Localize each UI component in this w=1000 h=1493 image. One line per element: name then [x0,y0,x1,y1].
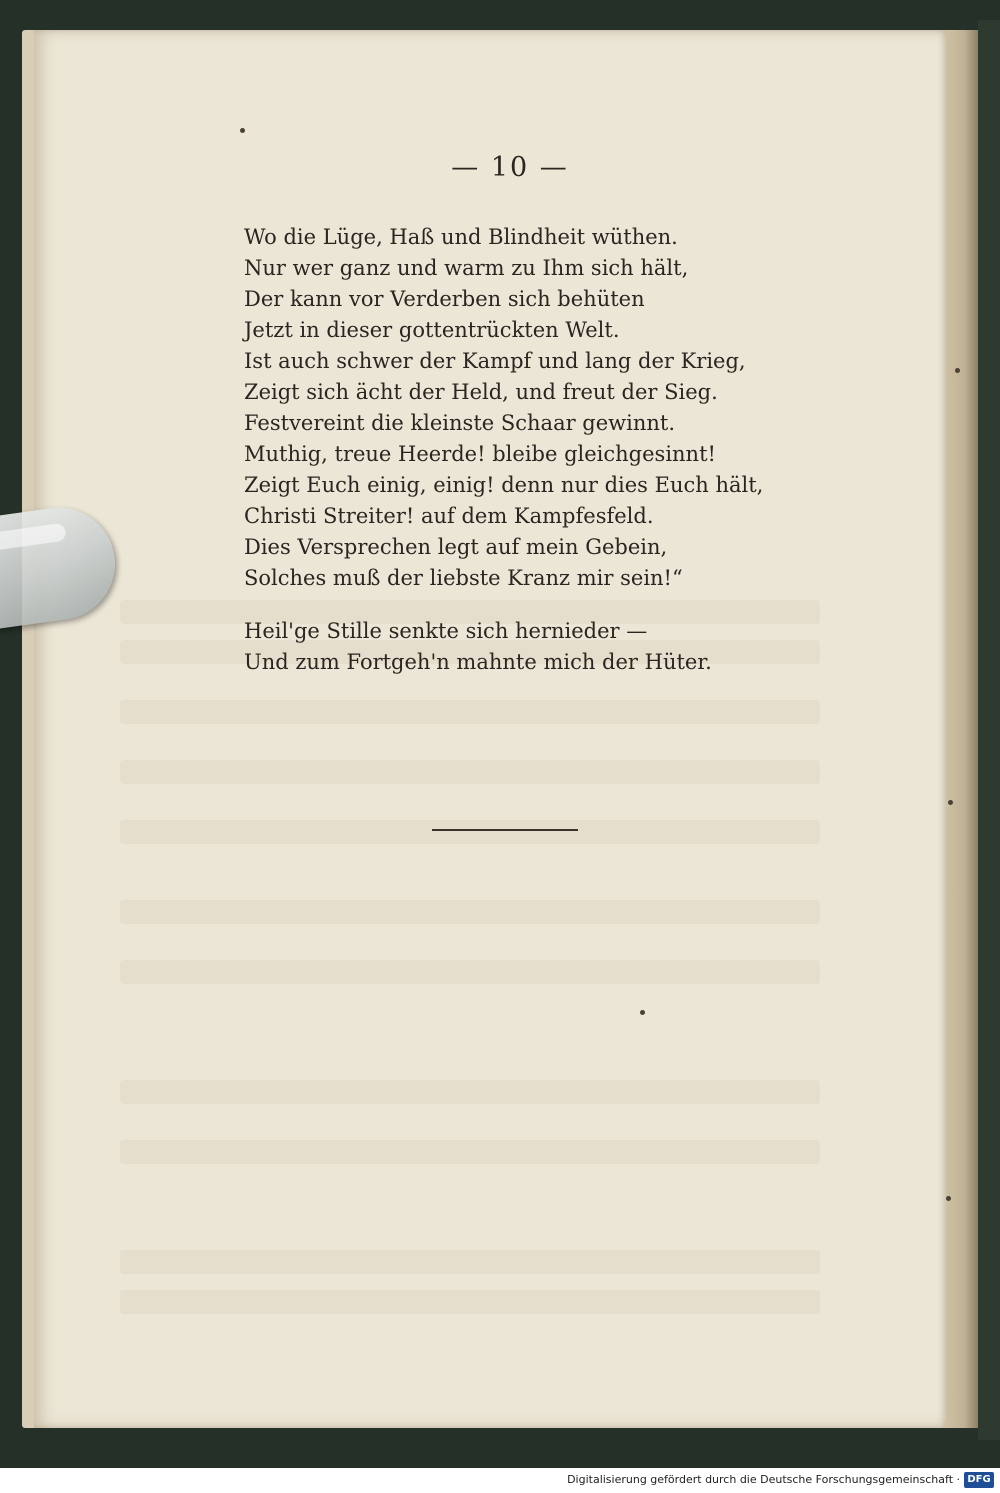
bleed-through [120,1080,820,1104]
paper-speck [640,1010,645,1015]
poem-line: Dies Versprechen legt auf mein Gebein, [244,535,668,559]
poem-line: Und zum Fortgeh'n mahnte mich der Hüter. [244,650,712,674]
paper-speck [240,128,245,133]
scan-border [978,20,1000,1440]
poem-stanza-1 [244,222,763,594]
poem-line: Christi Streiter! auf dem Kampfesfeld. [244,504,654,528]
binding-thread [955,368,960,373]
poem-line: Ist auch schwer der Kampf und lang der Krieg, [244,349,746,373]
section-divider [432,829,578,831]
bleed-through [120,820,820,844]
bleed-through [120,900,820,924]
bleed-through [120,1250,820,1274]
poem-line: Muthig, treue Heerde! bleibe gleichgesinnt! [244,442,716,466]
funding-notice: Digitalisierung gefördert durch die Deutsche Forschungsgemeinschaft · [567,1473,960,1486]
poem-line: Zeigt Euch einig, einig! denn nur dies Euch hält, [244,473,764,497]
poem-line: Solches muß der liebste Kranz mir sein!“ [244,566,683,590]
poem-line: Der kann vor Verderben sich behüten [244,287,645,311]
poem-line: Wo die Lüge, Haß und Blindheit wüthen. [244,225,678,249]
poem-line: Zeigt sich ächt der Held, und freut der Sieg. [244,380,718,404]
page-number: — 10 — [451,152,569,183]
poem-line: Heil'ge Stille senkte sich hernieder — [244,619,648,643]
poem-line: Festvereint die kleinste Schaar gewinnt. [244,411,676,435]
binding-thread [948,800,953,805]
clip-highlight [0,523,67,553]
footer-bar [0,1468,1000,1493]
bleed-through [120,960,820,984]
page-stack-edge [944,30,978,1428]
poem-stanza-2 [244,616,712,678]
bleed-through [120,1290,820,1314]
bleed-through [120,1140,820,1164]
bleed-through [120,760,820,784]
dfg-logo: DFG [964,1472,994,1488]
poem-line: Nur wer ganz und warm zu Ihm sich hält, [244,256,689,280]
bleed-through [120,700,820,724]
poem-line: Jetzt in dieser gottentrückten Welt. [244,318,620,342]
binding-thread [946,1196,951,1201]
